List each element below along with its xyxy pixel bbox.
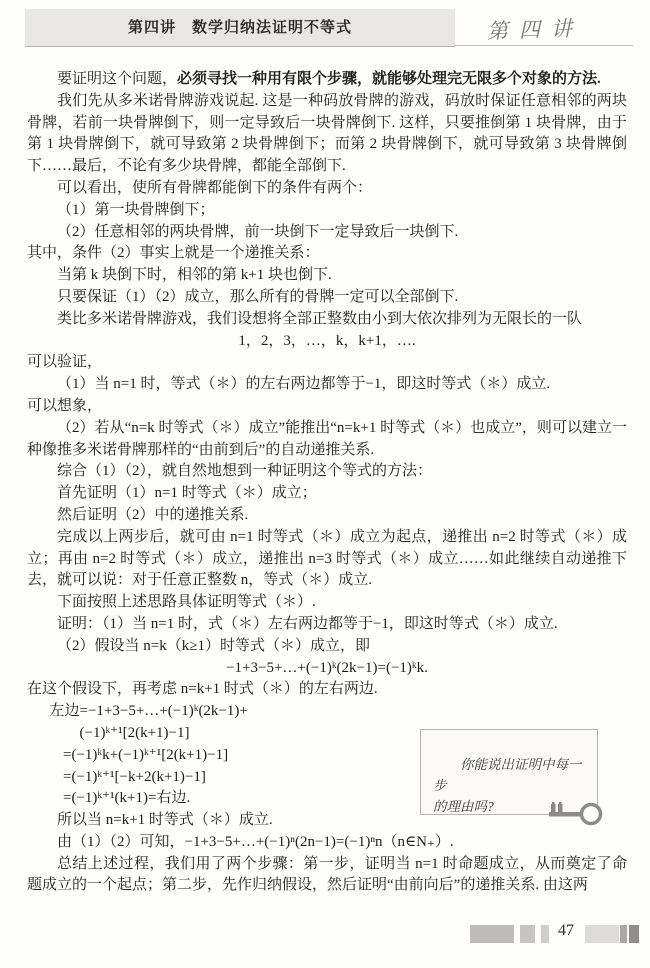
paragraph-lead: 要证明这个问题， [57, 71, 178, 87]
paragraph: 总结上述过程，我们用了两个步骤：第一步，证明当 n=1 时命题成立，从而奠定了命题成立的一个起点；第二步，先作归纳假设，然后证明“由前向后”的递推关系. 由这两 [27, 855, 627, 894]
paragraph: 当第 k 块倒下时，相邻的第 k+1 块也倒下. [57, 267, 332, 284]
paragraph: 首先证明（1）n=1 时等式（＊）成立； [57, 485, 317, 502]
paragraph: 在这个假设下，再考虑 n=k+1 时式（＊）的左右两边. [27, 681, 378, 698]
paragraph: 其中，条件（2）事实上就是一个递推关系： [27, 245, 320, 262]
paragraph: 我们先从多米诺骨牌游戏说起. 这是一种码放骨牌的游戏，码放时保证任意相邻的两块骨牌，若前一块骨牌倒下，则一定导致后一块骨牌倒下. 这样，只要推倒第 1 块骨牌，由于第 1 块骨牌倒下，就可导致第 2 块骨牌倒下；而第 2 块骨牌倒下，就可导致第 3 块骨牌倒下……最后，不论有多少块骨牌，都能全部倒下. [27, 92, 627, 175]
key-icon [543, 796, 605, 828]
paragraph: 可以验证， [27, 354, 103, 371]
list-item-1: （1）第一块骨牌倒下； [57, 201, 215, 218]
conclusion-formula: 由（1）（2）可知，−1+3−5+…+(−1)ⁿ(2n−1)=(−1)ⁿn（n∈N₊）. [57, 833, 454, 850]
equation-line: =(−1)ᵏ⁺¹(k+1)=右边. [63, 790, 191, 807]
footer-decorative-block [470, 925, 514, 943]
proof-step-2: （2）假设当 n=k（k≥1）时等式（＊）成立，即 [57, 637, 370, 654]
paragraph: 类比多米诺骨牌游戏，我们设想将全部正整数由小到大依次排列为无限长的一队 [57, 310, 583, 327]
section-title: 第四讲 数学归纳法证明不等式 [127, 19, 352, 36]
footer-decorative-block [629, 925, 639, 943]
paragraph: 所以当 n=k+1 时等式（＊）成立. [57, 812, 273, 829]
equation-line: =(−1)ᵏ⁺¹[−k+2(k+1)−1] [63, 768, 206, 785]
callout-line-2: 的理由吗? [433, 799, 494, 814]
paragraph [27, 69, 627, 91]
paragraph: （1）当 n=1 时，等式（＊）的左右两边都等于−1，即这时等式（＊）成立. [57, 376, 551, 393]
corner-handwritten-label [486, 11, 627, 50]
proof-step-1: 证明：（1）当 n=1 时，式（＊）左右两边都等于−1，即这时等式（＊）成立. [57, 615, 558, 632]
paragraph-bold-emphasis: 必须寻找一种用有限个步骤，就能够处理完无限多个对象的方法. [177, 71, 601, 87]
induction-hypothesis-formula: −1+3−5+…+(−1)ᵏ(2k−1)=(−1)ᵏk. [226, 659, 428, 676]
paragraph: 综合（1）（2），就自然地想到一种证明这个等式的方法： [57, 463, 433, 480]
corner-label-text: 第四讲 [486, 16, 584, 44]
list-item-2: （2）任意相邻的两块骨牌，前一块倒下一定导致后一块倒下. [57, 223, 459, 240]
callout-line-1: 你能说出证明中每一步 [433, 757, 582, 793]
footer-decorative-block [620, 925, 627, 943]
footer-decorative-block [541, 925, 549, 943]
paragraph: （2）若从“n=k 时等式（＊）成立”能推出“n=k+1 时等式（＊）也成立”，则可以建立一种像推多米诺骨牌那样的“由前到后”的自动递推关系. [27, 419, 627, 458]
number-sequence: 1，2，3，…，k，k+1，…. [238, 332, 416, 349]
paragraph: 完成以上两步后，就可由 n=1 时等式（＊）成立为起点，递推出 n=2 时等式（＊）成立；再由 n=2 时等式（＊）成立，递推出 n=3 时等式（＊）成立……如此继续自动递推下去，就可以说：对于任意正整数 n，等式（＊）成立. [27, 528, 627, 589]
paragraph: 只要保证（1）（2）成立，那么所有的骨牌一定可以全部倒下. [57, 288, 459, 305]
paragraph: 可以想象， [27, 397, 103, 414]
footer-decorative-block [520, 925, 535, 943]
equation-line: =(−1)ᵏk+(−1)ᵏ⁺¹[2(k+1)−1] [63, 746, 229, 763]
paragraph: 可以看出，使所有骨牌都能倒下的条件有两个： [57, 179, 373, 196]
paragraph: 下面按照上述思路具体证明等式（＊）. [57, 594, 316, 611]
equation-line: (−1)ᵏ⁺¹[2(k+1)−1] [79, 724, 190, 741]
header-band [25, 9, 455, 47]
page-number: 47 [558, 922, 574, 939]
footer-decorative-block [585, 925, 619, 943]
paragraph: 然后证明（2）中的递推关系. [57, 506, 249, 523]
equation-line: 左边=−1+3−5+…+(−1)ᵏ(2k−1)+ [49, 703, 248, 720]
